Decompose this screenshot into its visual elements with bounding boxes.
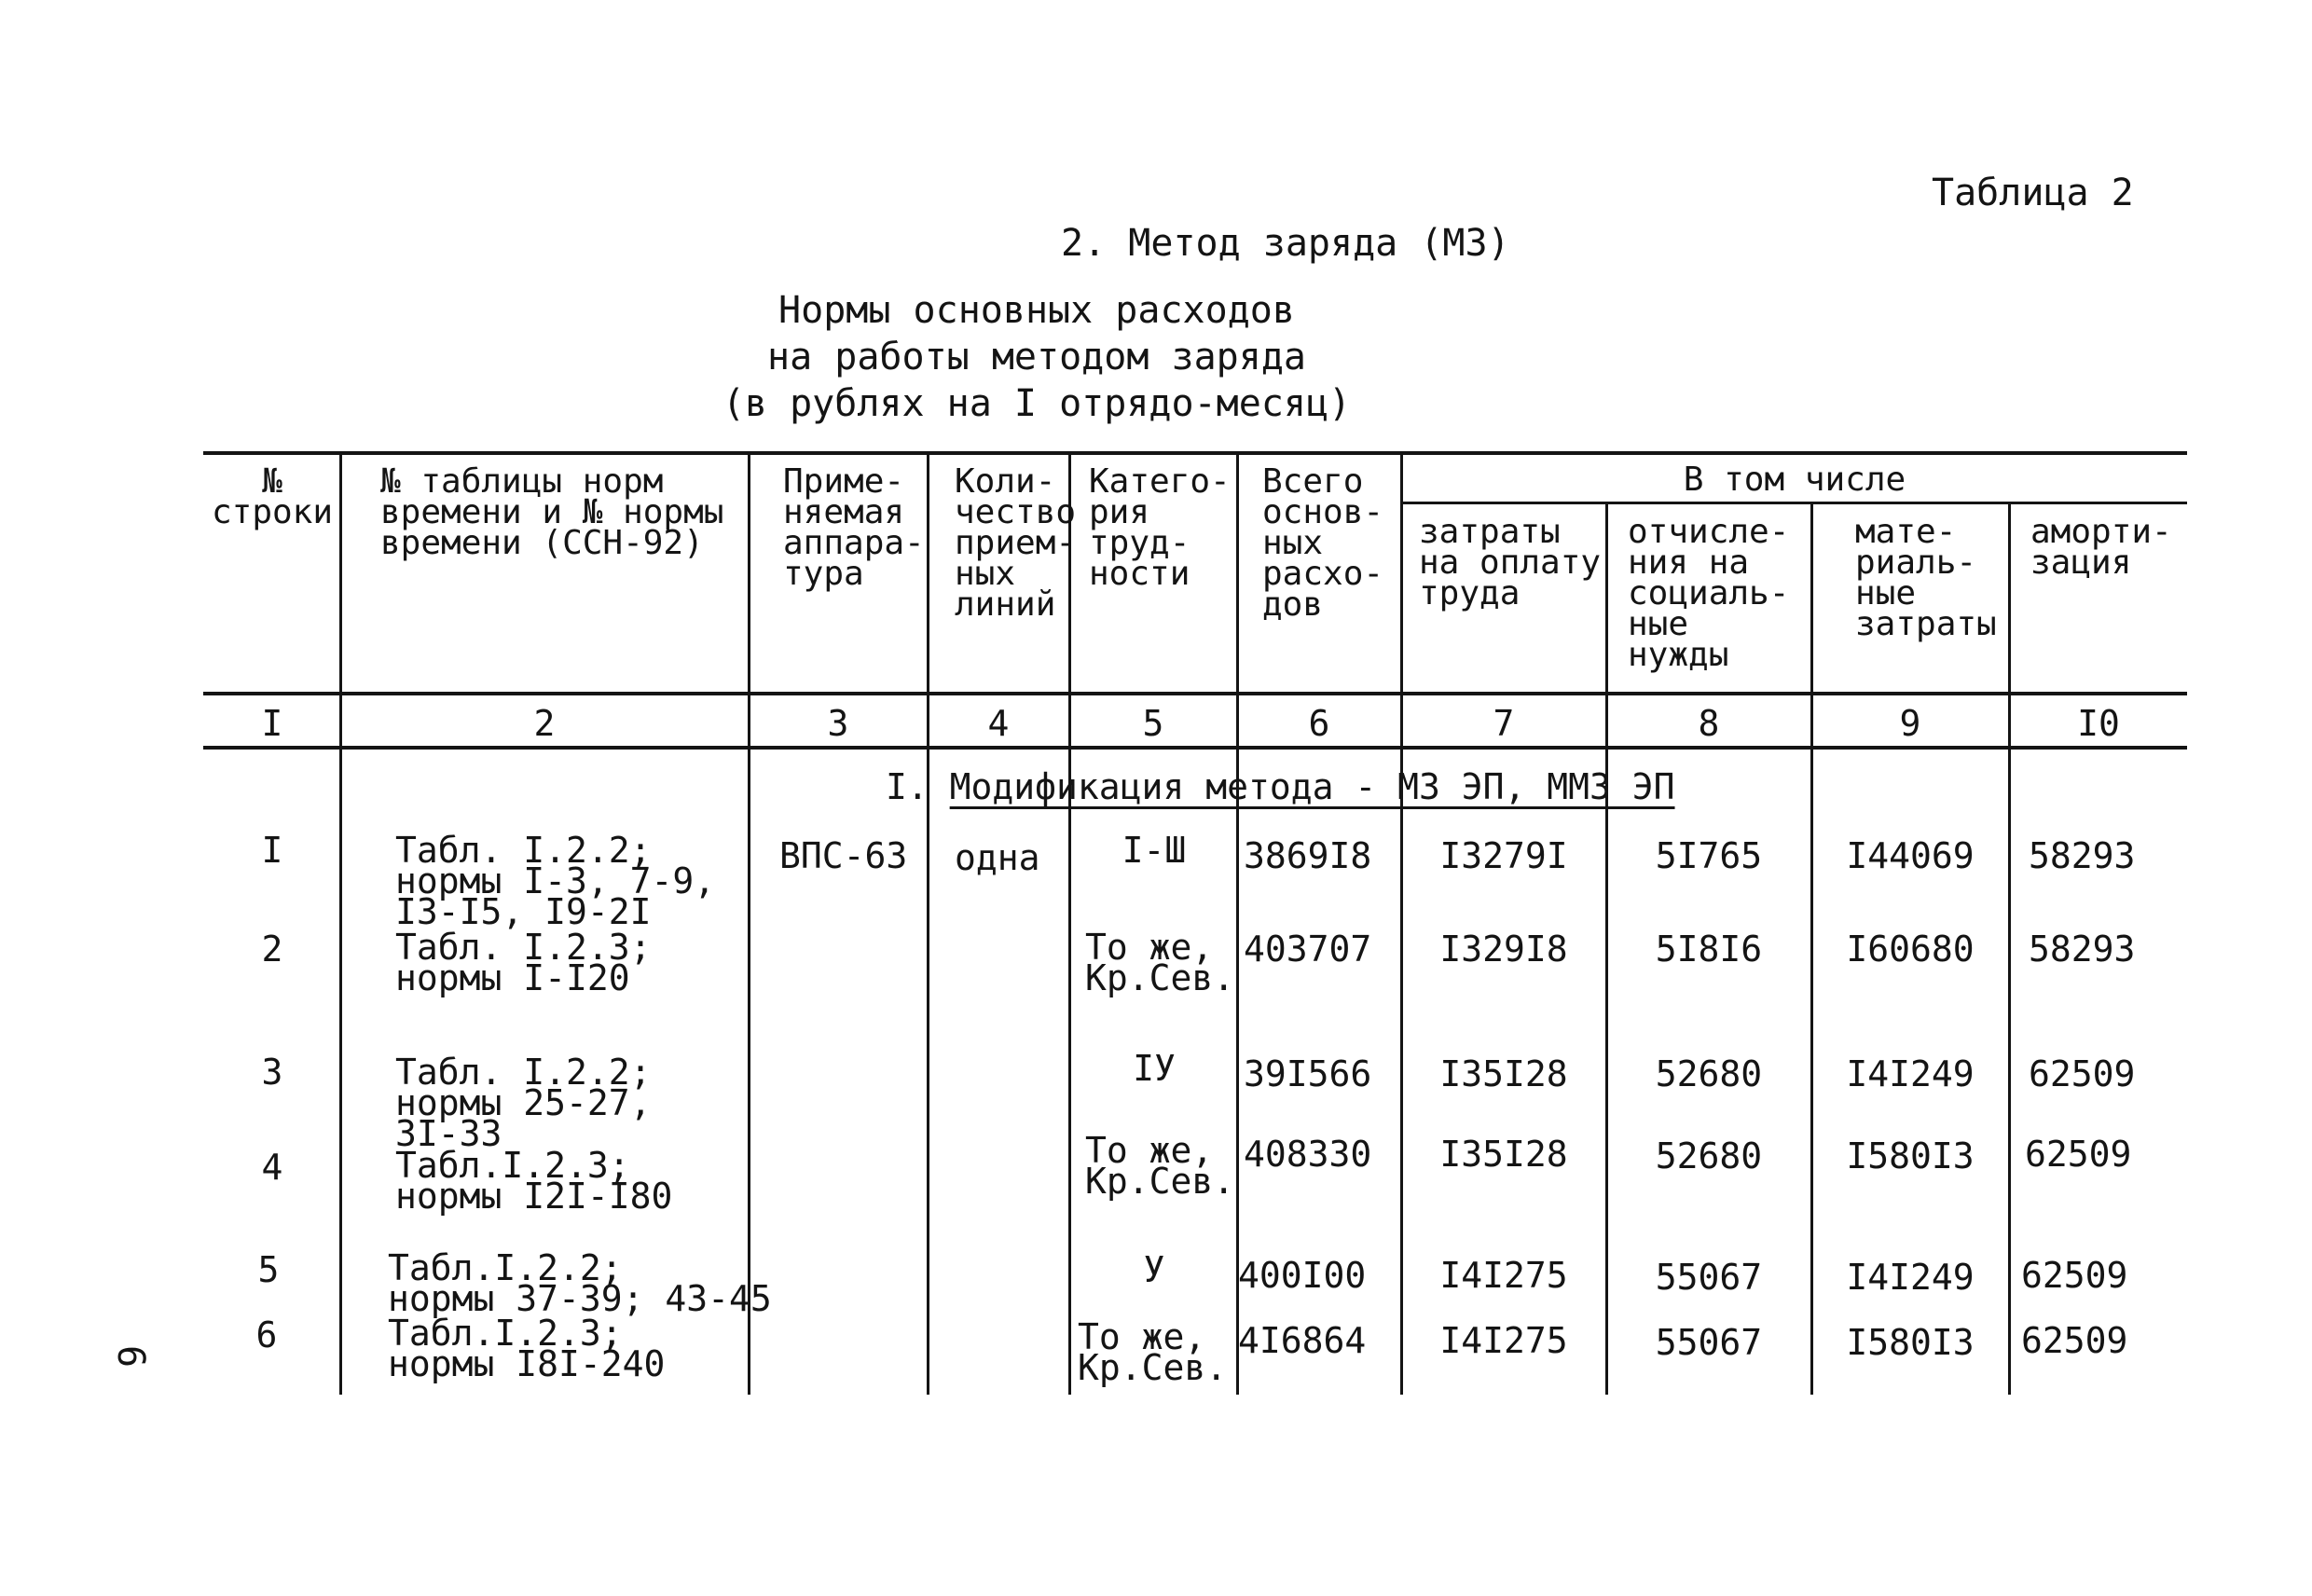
column-number: 4	[987, 703, 1010, 744]
row-line-count: одна	[955, 837, 1040, 878]
header-group-including: В том числе	[1683, 461, 1906, 499]
row-total: 400I00	[1238, 1255, 1367, 1296]
row-labor: I3279I	[1439, 835, 1568, 876]
row-amortization: 62509	[2025, 1134, 2132, 1175]
row-category: То же, Кр.Сев.	[1078, 1316, 1228, 1388]
group-rule	[1402, 502, 2187, 504]
row-total: 403707	[1244, 929, 1372, 970]
row-category: То же, Кр.Сев.	[1085, 1130, 1235, 1202]
row-total: 3869I8	[1244, 835, 1372, 876]
row-material: I44069	[1846, 835, 1975, 876]
column-number: 8	[1698, 703, 1720, 744]
row-number: 6	[255, 1314, 278, 1355]
page-number: 6	[109, 1344, 153, 1369]
row-norm-ref: Табл.I.2.3; нормы I2I-I80	[395, 1145, 673, 1217]
row-labor: I4I275	[1439, 1320, 1568, 1361]
row-social: 52680	[1655, 1053, 1763, 1094]
subtitle-line-3: (в рублях на I отрядо-месяц)	[722, 382, 1352, 425]
subtitle-line-2: на работы методом заряда	[767, 336, 1306, 378]
header-amortization: аморти- зация	[2030, 513, 2172, 582]
row-amortization: 58293	[2029, 835, 2136, 876]
header-row-number: № строки	[211, 462, 334, 531]
number-row-rule	[203, 746, 2187, 750]
row-norm-ref: Табл. I.2.2; нормы 25-27, 3I-33	[395, 1052, 652, 1154]
row-labor: I329I8	[1439, 929, 1568, 970]
column-number: 9	[1899, 703, 1921, 744]
section-number: I.	[886, 766, 929, 807]
row-norm-ref: Табл.I.2.2; нормы 37-39; 43-45	[388, 1247, 772, 1319]
header-norm-table: № таблицы норм времени и № нормы времени (ССН-92)	[380, 462, 724, 562]
row-norm-ref: Табл. I.2.2; нормы I-3, 7-9, I3-I5, I9-2I	[395, 830, 716, 932]
section-heading	[886, 766, 1675, 807]
header-social-deductions: отчисле- ния на социаль- ные нужды	[1628, 513, 1790, 674]
row-category: I-Ш	[1122, 830, 1187, 871]
column-number: 2	[533, 703, 556, 744]
column-number: 6	[1308, 703, 1330, 744]
header-labor-costs: затраты на оплату труда	[1419, 513, 1602, 612]
row-material: I4I249	[1846, 1257, 1975, 1298]
row-amortization: 62509	[2029, 1053, 2136, 1094]
header-material-costs: мате- риаль- ные затраты	[1855, 513, 1997, 643]
row-social: 55067	[1655, 1257, 1763, 1298]
row-amortization: 58293	[2029, 929, 2136, 970]
row-norm-ref: Табл. I.2.3; нормы I-I20	[395, 927, 652, 998]
row-labor: I35I28	[1439, 1134, 1568, 1175]
col-divider	[927, 453, 929, 1395]
header-equipment: Приме- няемая аппара- тура	[783, 462, 925, 593]
column-number: 5	[1142, 703, 1164, 744]
row-amortization: 62509	[2021, 1255, 2128, 1296]
row-total: 408330	[1244, 1134, 1372, 1175]
row-labor: I4I275	[1439, 1255, 1568, 1296]
header-bottom-rule	[203, 692, 2187, 695]
column-number: I0	[2077, 703, 2120, 744]
row-equipment: ВПС-63	[779, 835, 908, 876]
row-norm-ref: Табл.I.2.3; нормы I8I-240	[388, 1313, 666, 1384]
row-material: I580I3	[1846, 1322, 1975, 1363]
column-number: 3	[827, 703, 849, 744]
col-divider	[1236, 453, 1239, 1395]
row-labor: I35I28	[1439, 1053, 1568, 1094]
row-social: 55067	[1655, 1322, 1763, 1363]
section-label: Модификация метода - МЗ ЭП, ММЗ ЭП	[949, 766, 1675, 807]
header-total-expenses: Всего основ- ных расхо- дов	[1262, 462, 1384, 624]
row-number: 5	[257, 1249, 280, 1290]
row-material: I60680	[1846, 929, 1975, 970]
row-amortization: 62509	[2021, 1320, 2128, 1361]
row-social: 5I765	[1655, 835, 1763, 876]
col-divider	[339, 453, 342, 1395]
subtitle-line-1: Нормы основных расходов	[778, 289, 1295, 332]
col-divider	[2008, 503, 2011, 1395]
column-number: I	[261, 703, 283, 744]
row-material: I4I249	[1846, 1053, 1975, 1094]
row-material: I580I3	[1846, 1135, 1975, 1176]
row-category: То же, Кр.Сев.	[1085, 927, 1235, 998]
row-number: 4	[261, 1147, 283, 1188]
header-difficulty-category: Катего- рия труд- ности	[1089, 462, 1231, 593]
row-total: 39I566	[1244, 1053, 1372, 1094]
column-number: 7	[1493, 703, 1515, 744]
document-title: 2. Метод заряда (МЗ)	[1061, 222, 1510, 265]
row-category: У	[1143, 1249, 1165, 1290]
table-top-rule	[203, 451, 2187, 455]
row-number: I	[261, 830, 283, 871]
col-divider	[1400, 453, 1403, 1395]
row-number: 3	[261, 1052, 283, 1093]
table-label: Таблица 2	[1932, 172, 2134, 214]
row-social: 52680	[1655, 1135, 1763, 1176]
row-social: 5I8I6	[1655, 929, 1763, 970]
row-number: 2	[261, 929, 283, 970]
row-total: 4I6864	[1238, 1320, 1367, 1361]
row-category: IУ	[1133, 1048, 1176, 1089]
header-line-count: Коли- чество прием- ных линий	[955, 462, 1077, 624]
